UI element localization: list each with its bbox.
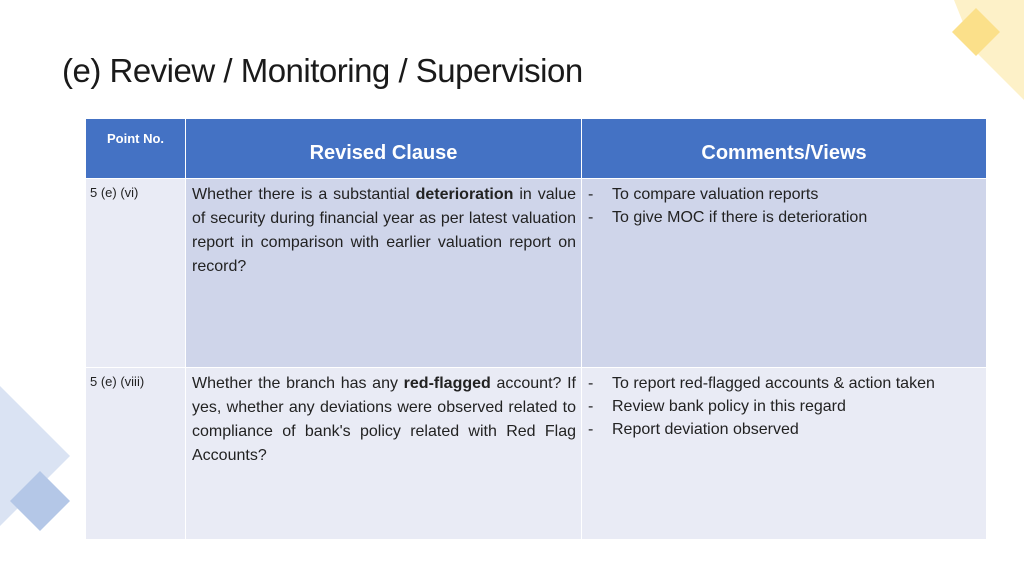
header-point-no: Point No. [86,119,186,179]
point-number: 5 (e) (vi) [86,179,186,368]
clause-text: Whether the branch has any red-flagged account? If yes, whether any deviations were observed related to compliance of bank's policy related with Red Flag Accounts? [192,375,577,464]
header-comments-views: Comments/Views [582,119,987,179]
review-table [85,118,987,540]
comments-cell [582,368,987,540]
list-item: - To report red-flagged accounts & action taken [588,375,935,392]
table-header-row [86,119,987,179]
comments-cell [582,179,987,368]
list-item: - Report deviation observed [588,421,799,438]
clause-cell [186,368,582,540]
point-number: 5 (e) (viii) [86,368,186,540]
table-row [86,179,987,368]
list-item: - To give MOC if there is deterioration [588,209,868,226]
list-item: - Review bank policy in this regard [588,398,846,415]
header-revised-clause: Revised Clause [186,119,582,179]
clause-cell [186,179,582,368]
list-item: - To compare valuation reports [588,186,819,203]
bottom-left-decoration [0,376,90,576]
top-right-decoration [914,0,1024,100]
table-row [86,368,987,540]
clause-text: Whether there is a substantial deterioration in value of security during financial year as per latest valuation report in comparison with earlier valuation report on record? [192,186,576,275]
page-title: (e) Review / Monitoring / Supervision [62,52,583,89]
